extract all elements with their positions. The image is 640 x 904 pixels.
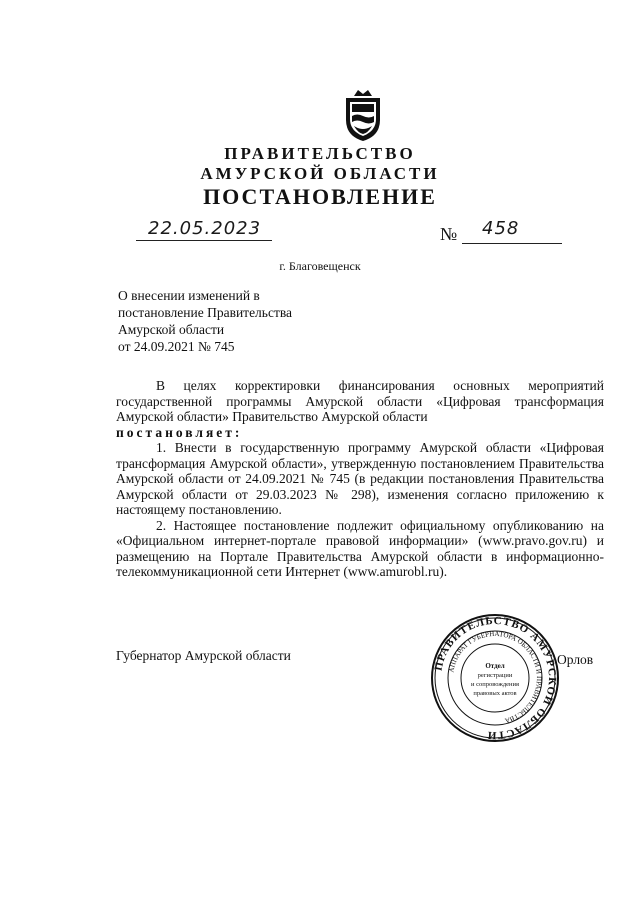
date-underline: [136, 240, 272, 241]
city-name: г. Благовещенск: [279, 259, 361, 273]
subject-line: от 24.09.2021 № 745: [118, 339, 235, 354]
handwritten-number: 458: [482, 218, 520, 239]
decree-word: постановляет:: [116, 424, 243, 440]
number-sign: №: [440, 224, 458, 244]
item-1-paragraph: 1. Внести в государственную программу Амурской области «Цифровая трансформация Амурской области», утвержденную постановлением Правительства Амурской области от 24.09.2021 № 745 (в редакции постановления Правительства Амурской области от 29.03.2023 № 298), изменения согласно приложению к настоящему постановлению.: [116, 440, 604, 517]
government-title: ПРАВИТЕЛЬСТВО: [224, 144, 416, 163]
item-2-paragraph: 2. Настоящее постановление подлежит официальному опубликованию на «Официальном интернет-портале правовой информации» (www.pravo.gov.ru) и размещению на Портале Правительства Амурской области в информационно-телекоммуникационной сети Интернет (www.amurobl.ru).: [116, 517, 604, 579]
document-body: [116, 378, 604, 580]
signatory-position: Губернатор Амурской области: [116, 648, 291, 663]
signatory-name: Орлов: [557, 652, 594, 667]
handwritten-date: 22.05.2023: [148, 218, 262, 239]
official-seal-stamp: [430, 613, 560, 743]
seal-center-line: правовых актов: [473, 690, 517, 697]
seal-center-line: Отдел: [485, 662, 505, 670]
subject-line: О внесении изменений в: [118, 288, 260, 303]
seal-outer-text: ПРАВИТЕЛЬСТВО АМУРСКОЙ ОБЛАСТИ: [432, 614, 559, 742]
region-title: АМУРСКОЙ ОБЛАСТИ: [200, 164, 440, 183]
document-type-title: ПОСТАНОВЛЕНИЕ: [203, 184, 437, 209]
document-subject: [118, 287, 292, 355]
intro-paragraph: В целях корректировки финансирования основных мероприятий государственной программы Амурской области «Цифровая трансформация Амурской области» Правительство Амурской области: [116, 378, 604, 424]
subject-line: постановление Правительства: [118, 305, 293, 320]
coat-of-arms-icon: [340, 86, 386, 142]
seal-center-line: и сопровождения: [471, 681, 519, 688]
subject-line: Амурской области: [118, 322, 225, 337]
seal-middle-text: АППАРАТ ГУБЕРНАТОРА ОБЛАСТИ И ПРАВИТЕЛЬСТВА: [447, 629, 544, 725]
seal-center-line: регистрации: [477, 672, 513, 679]
number-underline: [462, 243, 562, 244]
